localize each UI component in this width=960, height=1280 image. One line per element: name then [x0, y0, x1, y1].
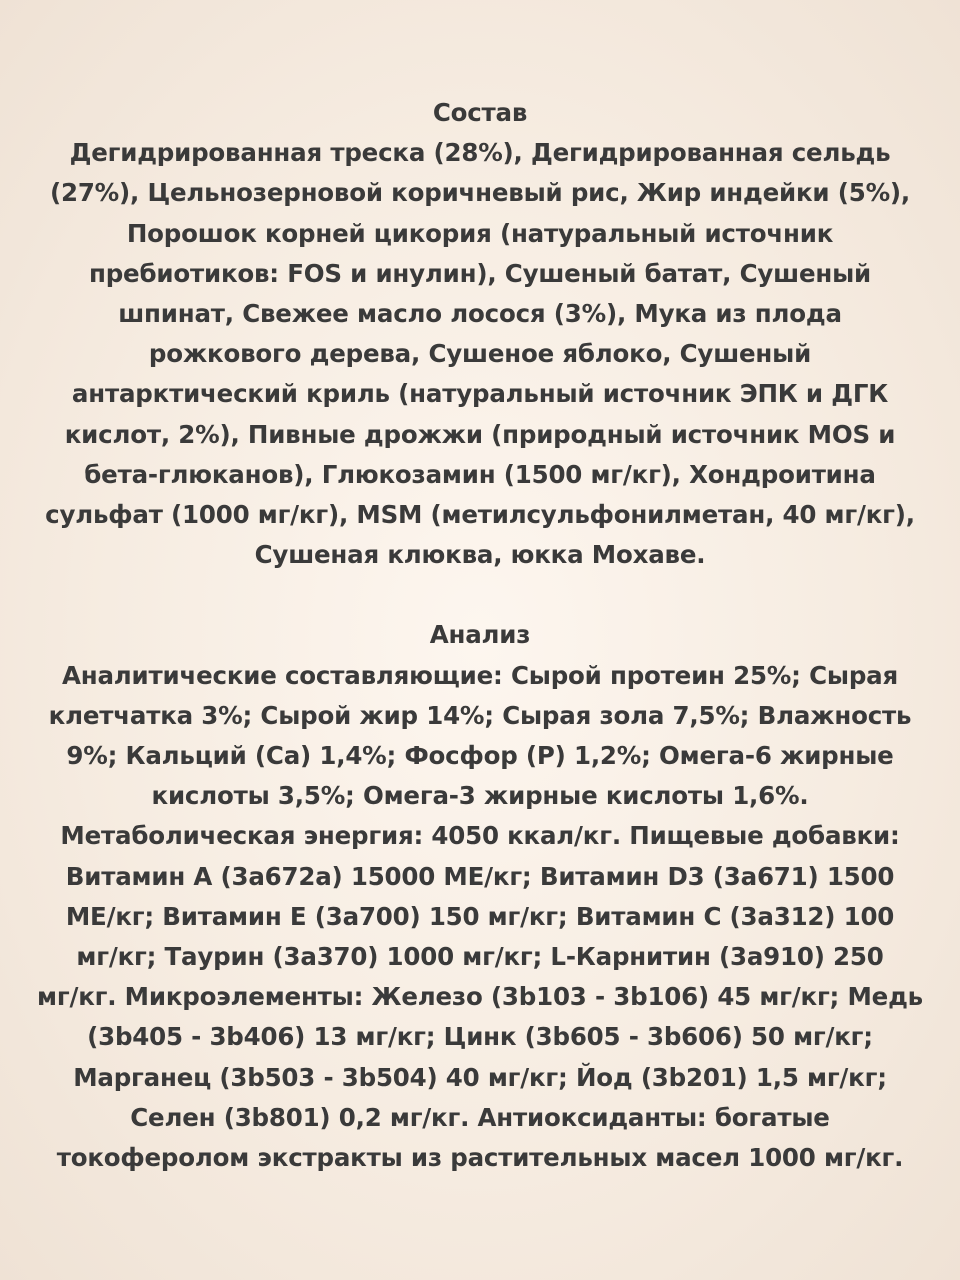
composition-line: шпинат, Свежее масло лосося (3%), Мука из плода [118, 299, 842, 329]
composition-line: Порошок корней цикория (натуральный источник [126, 218, 834, 248]
analysis-section [10, 615, 950, 1178]
composition-line: пребиотиков: FOS и инулин), Сушеный батат, Сушеный [88, 258, 872, 288]
analysis-line: Селен (3b801) 0,2 мг/кг. Антиоксиданты: богатые [130, 1102, 830, 1132]
composition-line: кислот, 2%), Пивные дрожжи (природный источник MOS и [64, 419, 896, 449]
composition-line: бета-глюканов), Глюкозамин (1500 мг/кг), Хондроитина [84, 459, 876, 489]
analysis-line: токоферолом экстракты из растительных масел 1000 мг/кг. [56, 1143, 904, 1173]
analysis-line: МЕ/кг; Витамин E (3a700) 150 мг/кг; Витамин C (3a312) 100 [65, 901, 895, 931]
composition-line: Дегидрированная треска (28%), Дегидрированная сельдь [69, 138, 891, 168]
analysis-line: 9%; Кальций (Ca) 1,4%; Фосфор (P) 1,2%; Омега-6 жирные [66, 741, 894, 771]
composition-heading: Состав [432, 98, 528, 127]
composition-line: антарктический криль (натуральный источник ЭПК и ДГК [71, 379, 889, 409]
composition-section [10, 93, 950, 575]
analysis-line: Аналитические составляющие: Сырой протеин 25%; Сырая [61, 660, 899, 690]
analysis-line: мг/кг. Микроэлементы: Железо (3b103 - 3b106) 45 мг/кг; Медь [37, 982, 923, 1012]
composition-line: сульфат (1000 мг/кг), MSM (метилсульфонилметан, 40 мг/кг), [45, 500, 915, 530]
analysis-heading: Анализ [429, 620, 531, 650]
analysis-line: Витамин A (3a672a) 15000 МЕ/кг; Витамин D3 (3a671) 1500 [65, 861, 895, 891]
composition-line: (27%), Цельнозерновой коричневый рис, Жир индейки (5%), [49, 178, 911, 208]
analysis-line: кислоты 3,5%; Омега-3 жирные кислоты 1,6%. [151, 781, 809, 811]
analysis-line: клетчатка 3%; Сырой жир 14%; Сырая зола 7,5%; Влажность [48, 700, 912, 730]
analysis-line: Марганец (3b503 - 3b504) 40 мг/кг; Йод (3b201) 1,5 мг/кг; [73, 1062, 887, 1092]
composition-line: рожкового дерева, Сушеное яблоко, Сушеный [148, 339, 812, 369]
composition-line: Сушеная клюква, юкка Мохаве. [254, 540, 706, 570]
analysis-line: Метаболическая энергия: 4050 ккал/кг. Пищевые добавки: [60, 821, 900, 851]
analysis-line: (3b405 - 3b406) 13 мг/кг; Цинк (3b605 - 3b606) 50 мг/кг; [87, 1022, 873, 1052]
analysis-line: мг/кг; Таурин (3a370) 1000 мг/кг; L-Карнитин (3a910) 250 [76, 942, 884, 972]
